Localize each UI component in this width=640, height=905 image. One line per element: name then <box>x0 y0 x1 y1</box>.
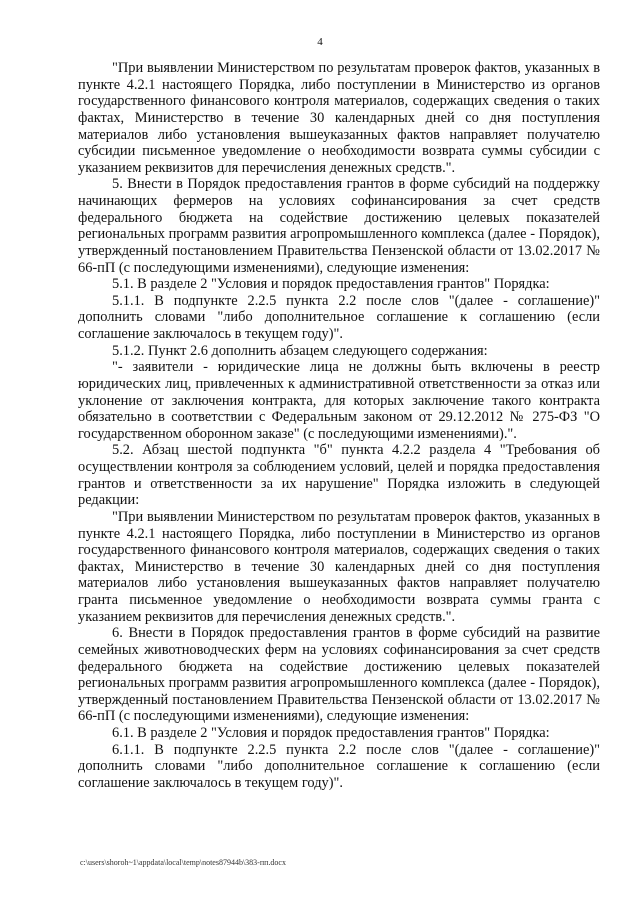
page-number: 4 <box>317 36 323 48</box>
paragraph-item-5-1-2: 5.1.2. Пункт 2.6 дополнить абзацем следующего содержания: <box>112 342 488 359</box>
paragraph-quote-grant-return: "При выявлении Министерством по результатам проверок фактов, указанных в пункте 4.2.1 настоящего Порядка, либо поступлении в Министерство из органов государственного финансового контроля материалов, содержащих сведения о таких фактах, Министерство в течение 30 календарных дней со дня поступления материалов либо установления вышеуказанных фактов направляет получателю гранта письменное уведомление о необходимости возврата суммы гранта с указанием реквизитов для перечисления денежных средств.". <box>78 508 600 625</box>
paragraph-item-5-2: 5.2. Абзац шестой подпункта "б" пункта 4.2.2 раздела 4 "Требования об осуществлении контроля за соблюдением условий, целей и порядка предоставления грантов и ответственности за их нарушение" Порядка изложить в следующей редакции: <box>78 442 600 509</box>
paragraph-quote-subsidy-return: "При выявлении Министерством по результатам проверок фактов, указанных в пункте 4.2.1 настоящего Порядка, либо поступлении в Министерство из органов государственного финансового контроля материалов, содержащих сведения о таких фактах, Министерство в течение 30 календарных дней со дня поступления материалов либо установления вышеуказанных фактов направляет получателю субсидии письменное уведомление о необходимости возврата суммы субсидии с указанием реквизитов для перечисления денежных средств.". <box>78 60 600 176</box>
paragraph-item-5: 5. Внести в Порядок предоставления грантов в форме субсидий на поддержку начинающих фермеров на условиях софинансирования за счет средств федерального бюджета на содействие достижению целевых показателей региональных программ развития агропромышленного комплекса (далее - Порядок), утвержденный постановлением Правительства Пензенской области от 13.02.2017 № 66-пП (с последующими изменениями), следующие изменения: <box>78 176 600 276</box>
paragraph-item-5-1-1: 5.1.1. В подпункте 2.2.5 пункта 2.2 после слов "(далее - соглашение)" дополнить словами "либо дополнительное соглашение к соглашению (если соглашение заключалось в текущем году)". <box>78 292 600 342</box>
file-path-footer: c:\users\shoroh~1\appdata\local\temp\notes87944b\383-пп.docx <box>80 858 286 867</box>
paragraph-item-6: 6. Внести в Порядок предоставления грантов в форме субсидий на развитие семейных животноводческих ферм на условиях софинансирования за счет средств федерального бюджета на содействие достижению целевых показателей региональных программ развития агропромышленного комплекса (далее - Порядок), утвержденный постановлением Правительства Пензенской области от 13.02.2017 № 66-пП (с последующими изменениями), следующие изменения: <box>78 625 600 725</box>
paragraph-quote-applicants: "- заявители - юридические лица не должны быть включены в реестр юридических лиц, привлеченных к административной ответственности за отказ или уклонение от заключения контракта, для которых заключение такого контракта обязательно в соответствии с Федеральным законом от 29.12.2012 № 275-ФЗ "О государственном оборонном заказе" (с последующими изменениями).". <box>78 359 600 442</box>
paragraph-item-5-1: 5.1. В разделе 2 "Условия и порядок предоставления грантов" Порядка: <box>112 276 550 293</box>
paragraph-item-6-1: 6.1. В разделе 2 "Условия и порядок предоставления грантов" Порядка: <box>112 725 550 741</box>
paragraph-item-6-1-1: 6.1.1. В подпункте 2.2.5 пункта 2.2 после слов "(далее - соглашение)" дополнить словами "либо дополнительное соглашение к соглашению (если соглашение заключалось в текущем году)". <box>78 741 600 791</box>
document-body <box>78 60 600 792</box>
